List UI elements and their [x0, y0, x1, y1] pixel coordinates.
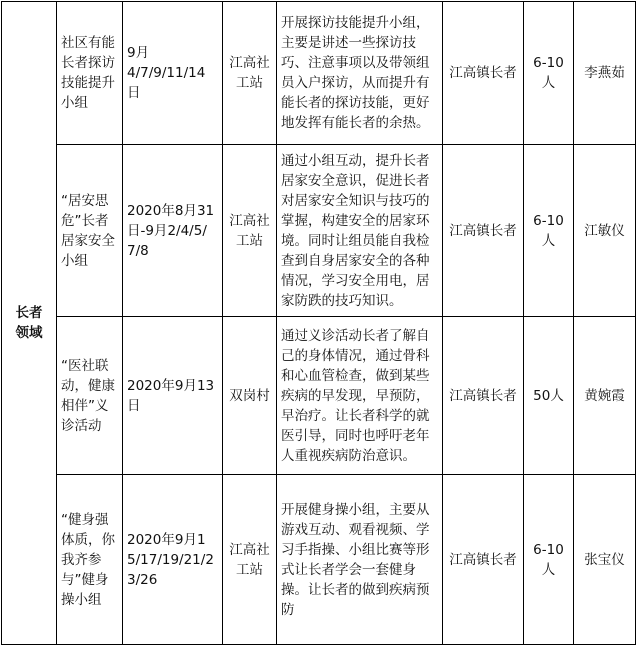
domain-label: 长者 领域: [15, 305, 43, 341]
location-cell: 江高社工站: [223, 475, 277, 645]
table-row: [2, 2, 636, 145]
activity-name-cell: “健身强体质，你我齐参与”健身操小组: [57, 475, 123, 645]
staff-cell: 李燕茹: [574, 2, 636, 145]
people-cell: 6-10人: [524, 145, 574, 317]
activity-name-cell: “医社联动，健康相伴”义诊活动: [57, 317, 123, 475]
target-cell: 江高镇长者: [443, 317, 524, 475]
activity-name-cell: “居安思危”长者居家安全小组: [57, 145, 123, 317]
staff-cell: 江敏仪: [574, 145, 636, 317]
content-cell: 开展健身操小组，主要从游戏互动、观看视频、学习手指操、小组比赛等形式让长者学会一套健身操。让长者的做到疾病预防: [277, 475, 443, 645]
people-cell: 6-10人: [524, 2, 574, 145]
date-cell: 2020年8月31日-9月2/4/5/7/8: [123, 145, 223, 317]
staff-cell: 张宝仪: [574, 475, 636, 645]
date-cell: 2020年9月15/17/19/21/23/26: [123, 475, 223, 645]
content-cell: 通过义诊活动长者了解自己的身体情况，通过骨科和心血管检查，做到某些疾病的早发现，早预防，早治疗。让长者科学的就医引导，同时也呼吁老年人重视疾病防治意识。: [277, 317, 443, 475]
activity-table: [1, 1, 636, 645]
table-row: [2, 145, 636, 317]
content-cell: 开展探访技能提升小组，主要是讲述一些探访技巧、注意事项以及带领组员入户探访，从而提升有能长者的探访技能，更好地发挥有能长者的余热。: [277, 2, 443, 145]
location-cell: 双岗村: [223, 317, 277, 475]
staff-cell: 黄婉霞: [574, 317, 636, 475]
date-cell: 2020年9月13日: [123, 317, 223, 475]
location-cell: 江高社工站: [223, 2, 277, 145]
domain-cell: [2, 2, 57, 645]
people-cell: 6-10人: [524, 475, 574, 645]
people-cell: 50人: [524, 317, 574, 475]
activity-name-cell: 社区有能长者探访技能提升小组: [57, 2, 123, 145]
target-cell: 江高镇长者: [443, 145, 524, 317]
location-cell: 江高社工站: [223, 145, 277, 317]
date-cell: 9月 4/7/9/11/14日: [123, 2, 223, 145]
target-cell: 江高镇长者: [443, 2, 524, 145]
table-row: [2, 475, 636, 645]
content-cell: 通过小组互动，提升长者居家安全意识，促进长者对居家安全知识与技巧的掌握，构建安全的居家环境。同时让组员能自我检查到自身居家安全的各种情况，学习安全用电，居家防跌的技巧知识。: [277, 145, 443, 317]
target-cell: 江高镇长者: [443, 475, 524, 645]
table-row: [2, 317, 636, 475]
